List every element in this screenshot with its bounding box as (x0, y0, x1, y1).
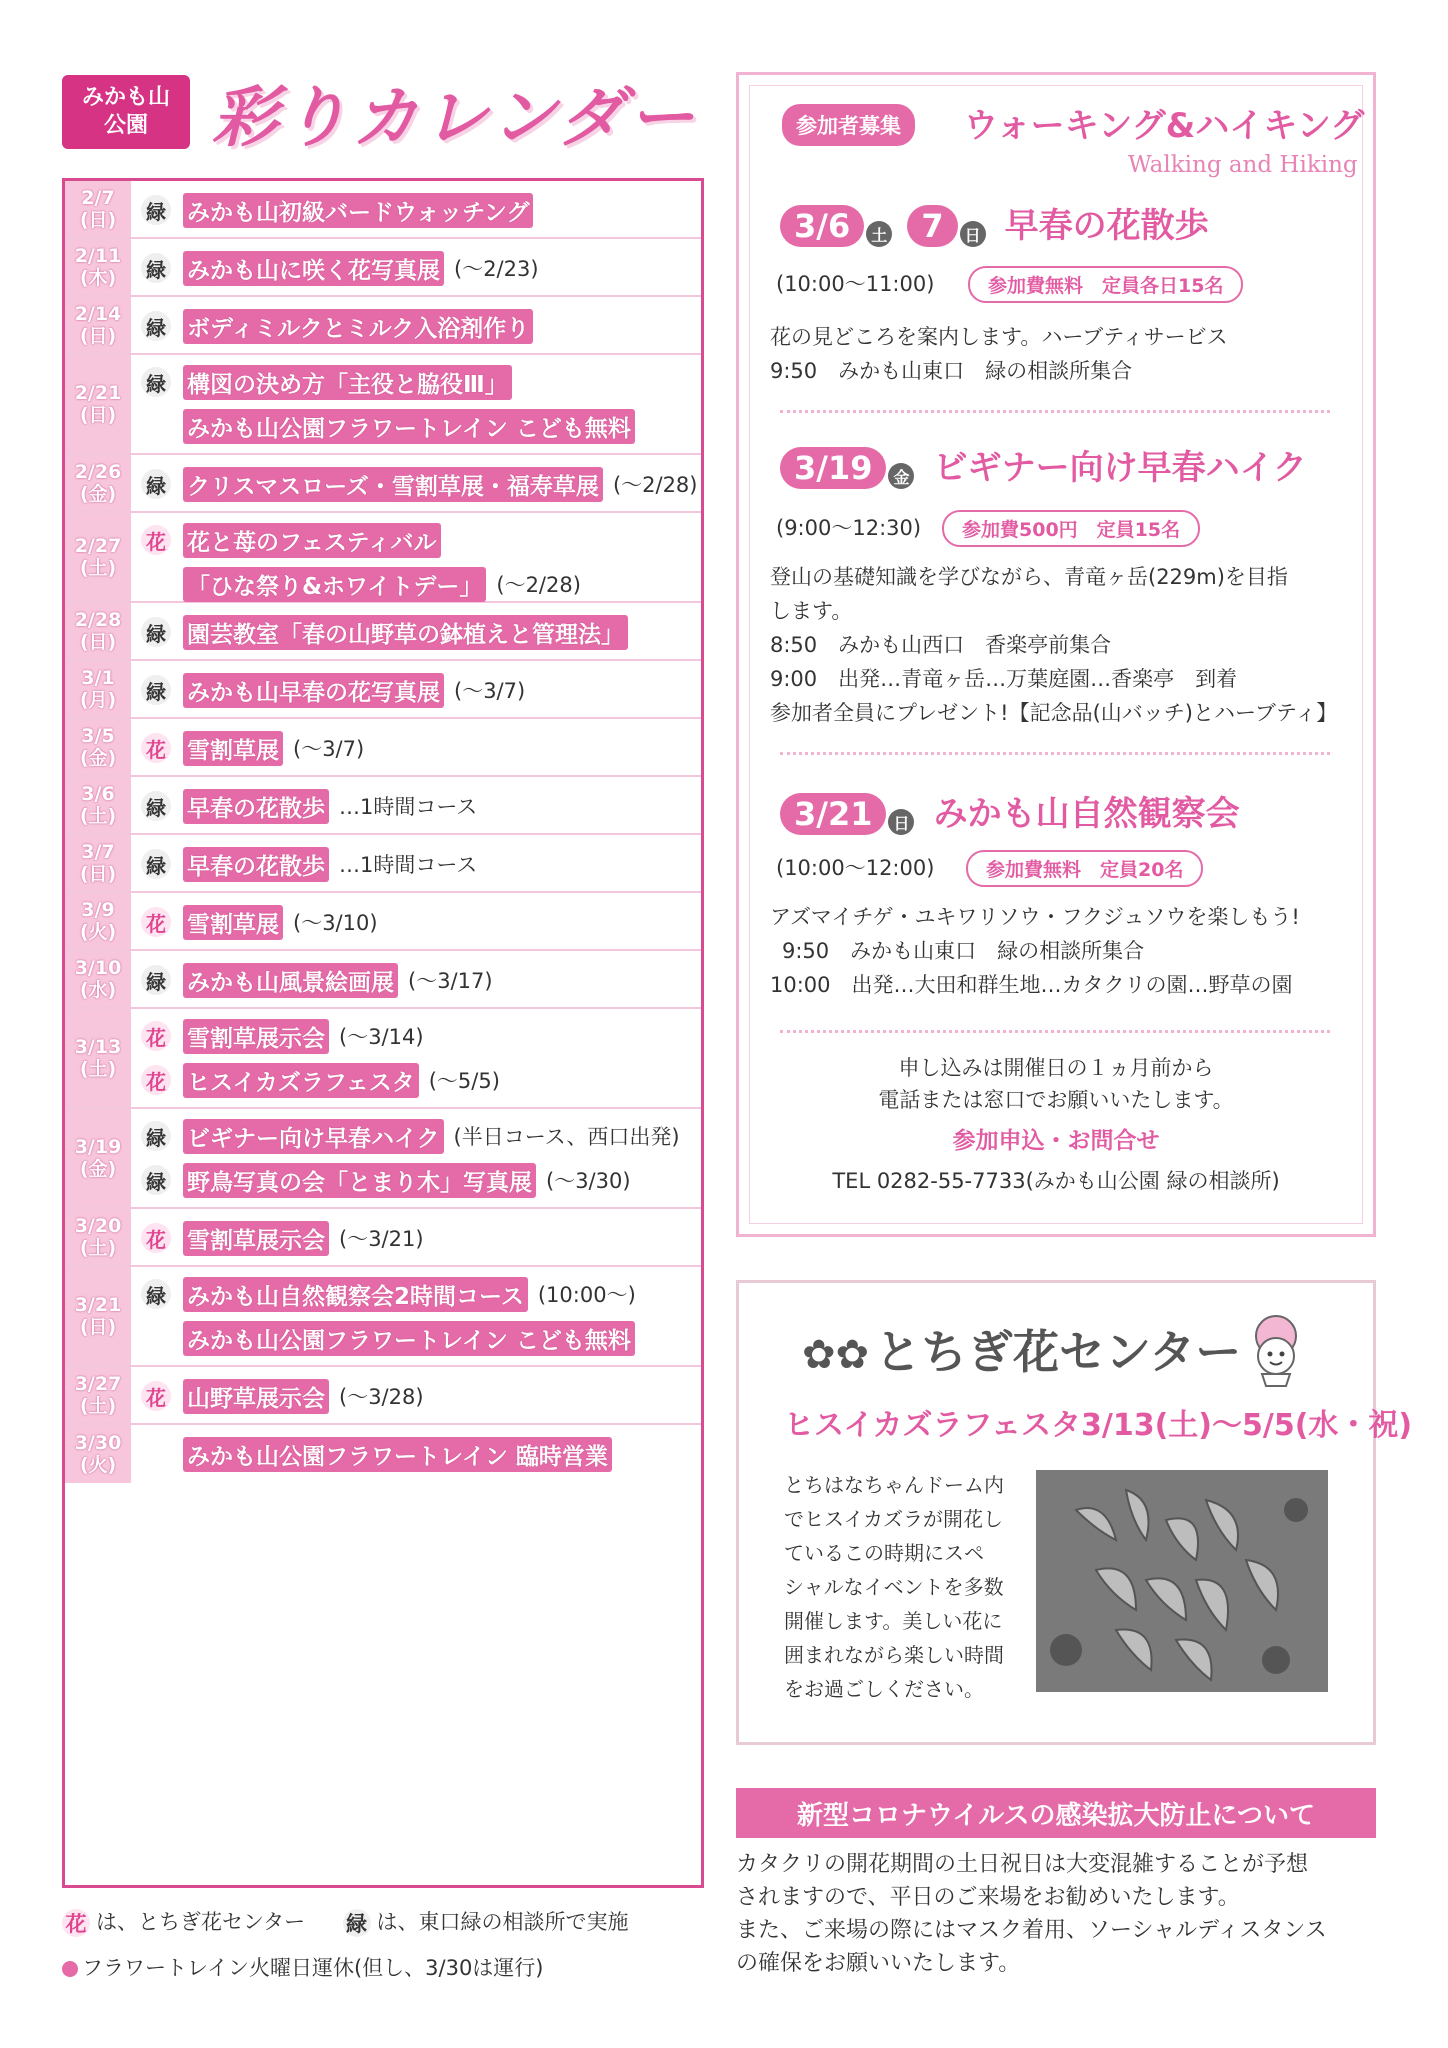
festa-line: シャルなイベントを多数 (784, 1575, 1004, 1599)
event3-fee: 参加費無料 定員20名 (966, 850, 1203, 887)
event-note: (〜3/30) (546, 1169, 631, 1193)
event1-date2: 7 (907, 205, 957, 247)
event-title: 園芸教室「春の山野草の鉢植えと管理法」 (183, 615, 628, 650)
date-cell (65, 355, 131, 453)
midori-mark: 緑 (141, 617, 171, 647)
walking-title: ウォーキング&ハイキング (964, 106, 1365, 146)
date: 3/20 (74, 1215, 122, 1237)
date-cell (65, 661, 131, 717)
date: 2/14 (74, 303, 122, 325)
train-note (62, 1952, 544, 1982)
event3-time: (10:00〜12:00) (776, 856, 935, 880)
event-title: ビギナー向け早春ハイク (183, 1119, 444, 1154)
date-cell (65, 239, 131, 295)
event2-desc (770, 560, 1337, 730)
corona-heading: 新型コロナウイルスの感染拡大防止について (736, 1788, 1376, 1838)
event-title: みかも山早春の花写真展 (183, 673, 444, 708)
event-title: みかも山公園フラワートレイン こども無料 (183, 409, 635, 444)
event-title: 構図の決め方「主役と脇役Ⅲ」 (183, 365, 512, 400)
event-title: みかも山風景絵画展 (183, 963, 398, 998)
date-cell (65, 1209, 131, 1265)
legend (62, 1906, 629, 1937)
event-item (141, 1371, 424, 1421)
hana-mark: 花 (141, 1381, 171, 1411)
event2-date: 3/19 (780, 447, 886, 489)
event-item (141, 301, 533, 351)
event2-dow: 金 (888, 463, 914, 489)
event-item (141, 1111, 680, 1161)
day-of-week: (火) (79, 921, 117, 943)
midori-mark: 緑 (141, 675, 171, 705)
date: 3/5 (81, 725, 115, 747)
event-title: 早春の花散歩 (183, 847, 329, 882)
date-cell (65, 513, 131, 601)
event1-header (780, 198, 1209, 247)
hana-mark: 花 (141, 525, 171, 555)
event2-line4: 9:00 出発…青竜ヶ岳…万葉庭園…香楽亭 到着 (770, 667, 1238, 691)
badge-line2: 公園 (103, 113, 148, 138)
event-note: (〜3/7) (293, 737, 365, 761)
event-item (141, 357, 512, 407)
mark-placeholder (141, 411, 171, 441)
event-note: …1時間コース (339, 853, 478, 877)
event-note: (10:00〜) (537, 1283, 636, 1307)
event-item (141, 665, 525, 715)
day-of-week: (日) (79, 209, 117, 231)
date-cell (65, 835, 131, 891)
date-cell (65, 1009, 131, 1107)
date: 2/26 (74, 461, 122, 483)
calendar-row (65, 513, 701, 603)
calendar-row (65, 719, 701, 777)
event-item (141, 955, 493, 1005)
festa-line: をお過ごしください。 (784, 1677, 984, 1701)
event3-header (780, 786, 1240, 835)
event2-line2: します。 (770, 599, 853, 623)
calendar-row (65, 1367, 701, 1425)
event-title: 野鳥写真の会「とまり木」写真展 (183, 1163, 536, 1198)
separator (780, 1030, 1330, 1033)
date: 3/21 (74, 1294, 122, 1316)
event-item (141, 781, 477, 831)
festa-line: とちはなちゃんドーム内 (784, 1473, 1004, 1497)
midori-mark: 緑 (141, 849, 171, 879)
event2-line3: 8:50 みかも山西口 香楽亭前集合 (770, 633, 1112, 657)
corona-line: また、ご来場の際にはマスク着用、ソーシャルディスタンス (736, 1918, 1327, 1943)
date: 3/6 (81, 783, 115, 805)
date-cell (65, 297, 131, 353)
calendar-row (65, 603, 701, 661)
event-title: 雪割草展 (183, 905, 283, 940)
event-title: 花と苺のフェスティバル (183, 523, 441, 558)
hana-legend-text: は、とちぎ花センター (96, 1910, 306, 1934)
date-cell (65, 1267, 131, 1365)
calendar-row (65, 455, 701, 513)
date: 3/1 (81, 667, 115, 689)
event1-line2: 9:50 みかも山東口 緑の相談所集合 (770, 359, 1133, 383)
event-note: (〜3/17) (408, 969, 493, 993)
event-note: (〜3/14) (339, 1025, 424, 1049)
event1-title: 早春の花散歩 (1004, 206, 1209, 246)
calendar-row (65, 777, 701, 835)
event-item (141, 1213, 424, 1263)
event2-line1: 登山の基礎知識を学びながら、青竜ヶ岳(229m)を目指 (770, 565, 1288, 589)
event-note: (〜2/28) (496, 573, 581, 597)
event3-line3: 10:00 出発…大田和群生地…カタクリの園…野草の園 (770, 973, 1293, 997)
midori-mark: 緑 (141, 1165, 171, 1195)
day-of-week: (金) (79, 747, 117, 769)
flower-icon: ✿✿ (802, 1332, 870, 1378)
event-item (141, 559, 581, 609)
jade-vine-photo (1036, 1470, 1328, 1692)
date: 2/21 (74, 382, 122, 404)
event-note: …1時間コース (339, 795, 478, 819)
date: 3/10 (74, 957, 122, 979)
mark-placeholder (141, 1439, 171, 1469)
train-note-text: フラワートレイン火曜日運休(但し、3/30は運行) (82, 1956, 544, 1980)
date: 2/11 (74, 245, 122, 267)
event-item (141, 1429, 612, 1479)
date-cell (65, 603, 131, 659)
date: 3/7 (81, 841, 115, 863)
event1-line1: 花の見どころを案内します。ハーブティサービス (770, 325, 1228, 349)
event3-line2: 9:50 みかも山東口 緑の相談所集合 (782, 939, 1145, 963)
day-of-week: (水) (79, 979, 117, 1001)
contact-heading: 参加申込・お問合せ (952, 1128, 1160, 1154)
calendar-row (65, 893, 701, 951)
park-badge (62, 75, 190, 149)
event-item (141, 897, 378, 947)
event-note: (〜3/21) (339, 1227, 424, 1251)
event2-line5: 参加者全員にプレゼント!【記念品(山バッチ)とハーブティ】 (770, 701, 1338, 725)
day-of-week: (土) (79, 1395, 117, 1417)
event-item (141, 607, 628, 657)
event-note: (半日コース、西口出発) (453, 1125, 680, 1149)
contact-line2: 電話または窓口でお願いいたします。 (878, 1088, 1234, 1112)
event-note: (〜3/28) (339, 1385, 424, 1409)
event1-dow2: 日 (960, 221, 986, 247)
hana-mark: 花 (141, 1065, 171, 1095)
badge-line1: みかも山 (81, 85, 170, 110)
flower-center-logo (802, 1316, 1241, 1382)
day-of-week: (日) (79, 1316, 117, 1338)
event-item (141, 459, 697, 509)
day-of-week: (木) (79, 267, 117, 289)
midori-mark: 緑 (141, 1279, 171, 1309)
hana-mark: 花 (62, 1909, 90, 1937)
event-title: クリスマスローズ・雪割草展・福寿草展 (183, 467, 603, 502)
event-title: ヒスイカズラフェスタ (183, 1063, 419, 1098)
calendar-row (65, 1009, 701, 1109)
calendar-row (65, 181, 701, 239)
midori-mark: 緑 (141, 367, 171, 397)
event3-dow: 日 (888, 809, 914, 835)
mark-placeholder (141, 569, 171, 599)
day-of-week: (土) (79, 557, 117, 579)
hana-mark: 花 (141, 733, 171, 763)
midori-mark: 緑 (141, 311, 171, 341)
festa-line: 囲まれながら楽しい時間 (784, 1643, 1004, 1667)
midori-mark: 緑 (343, 1909, 371, 1937)
hana-mark: 花 (141, 1223, 171, 1253)
event3-line1: アズマイチゲ・ユキワリソウ・フクジュソウを楽しもう! (770, 905, 1300, 929)
corona-line: カタクリの開花期間の土日祝日は大変混雑することが予想 (736, 1852, 1309, 1877)
festa-title: ヒスイカズラフェスタ3/13(土)〜5/5(水・祝) (784, 1408, 1413, 1443)
event1-dow1: 土 (866, 221, 892, 247)
event-item (141, 1155, 631, 1205)
calendar-row (65, 355, 701, 455)
event-calendar (62, 178, 704, 1888)
event2-time: (9:00〜12:30) (776, 516, 922, 540)
hana-mark: 花 (141, 1021, 171, 1051)
event3-date: 3/21 (780, 793, 886, 835)
event-title: みかも山公園フラワートレイン こども無料 (183, 1321, 635, 1356)
corona-line: の確保をお願いいたします。 (736, 1951, 1021, 1976)
contact-line1: 申し込みは開催日の１ヵ月前から (898, 1056, 1214, 1080)
midori-mark: 緑 (141, 195, 171, 225)
midori-mark: 緑 (141, 791, 171, 821)
mascot-icon (1240, 1312, 1312, 1388)
event-title: 「ひな祭り&ホワイトデー」 (183, 567, 486, 602)
contact-block (756, 1052, 1356, 1197)
midori-mark: 緑 (141, 469, 171, 499)
day-of-week: (火) (79, 1454, 117, 1476)
date-cell (65, 893, 131, 949)
calendar-row (65, 661, 701, 719)
recruit-tag: 参加者募集 (782, 104, 915, 146)
day-of-week: (金) (79, 1158, 117, 1180)
date: 3/30 (74, 1432, 122, 1454)
event-note: (〜2/28) (612, 473, 698, 497)
date-cell (65, 181, 131, 237)
page-title: 彩りカレンダー (212, 78, 698, 156)
date: 3/13 (74, 1036, 122, 1058)
festa-line: 開催します。美しい花に (784, 1609, 1003, 1633)
day-of-week: (土) (79, 1058, 117, 1080)
event-item (141, 515, 441, 565)
date-cell (65, 1425, 131, 1483)
event-item (141, 1269, 636, 1319)
event-title: 雪割草展示会 (183, 1221, 329, 1256)
event-title: みかも山に咲く花写真展 (183, 251, 444, 286)
event-title: ボディミルクとミルク入浴剤作り (183, 309, 533, 344)
event-item (141, 401, 635, 451)
separator (780, 410, 1330, 413)
calendar-row (65, 951, 701, 1009)
midori-mark: 緑 (141, 1121, 171, 1151)
day-of-week: (日) (79, 631, 117, 653)
date: 2/7 (81, 187, 115, 209)
mark-placeholder (141, 1323, 171, 1353)
day-of-week: (日) (79, 325, 117, 347)
calendar-row (65, 1267, 701, 1367)
date-cell (65, 951, 131, 1007)
flower-center-logo-text: とちぎ花センター (875, 1325, 1242, 1379)
event-item (141, 723, 364, 773)
event1-desc (770, 320, 1228, 388)
date-cell (65, 1367, 131, 1423)
date: 3/9 (81, 899, 115, 921)
event1-fee: 参加費無料 定員各日15名 (968, 266, 1243, 303)
date-cell (65, 719, 131, 775)
corona-line: されますので、平日のご来場をお勧めいたします。 (736, 1885, 1240, 1910)
date: 3/19 (74, 1136, 122, 1158)
contact-tel[interactable]: TEL 0282-55-7733(みかも山公園 緑の相談所) (832, 1169, 1280, 1193)
midori-legend-text: は、東口緑の相談所で実施 (376, 1910, 629, 1934)
festa-description (784, 1468, 1004, 1706)
date: 2/27 (74, 535, 122, 557)
event2-header (780, 440, 1307, 489)
event-title: 早春の花散歩 (183, 789, 329, 824)
event-title: みかも山初級バードウォッチング (183, 193, 533, 228)
event1-date1: 3/6 (780, 205, 864, 247)
day-of-week: (土) (79, 1237, 117, 1259)
event-item (141, 1313, 635, 1363)
calendar-row (65, 1425, 701, 1483)
calendar-row (65, 297, 701, 355)
event-title: 山野草展示会 (183, 1379, 329, 1414)
day-of-week: (日) (79, 404, 117, 426)
bullet-dot (62, 1961, 78, 1977)
event-note: (〜5/5) (428, 1069, 500, 1093)
calendar-row (65, 1209, 701, 1267)
day-of-week: (金) (79, 483, 117, 505)
event-title: みかも山自然観察会2時間コース (183, 1277, 528, 1312)
corona-text (736, 1848, 1376, 1980)
day-of-week: (土) (79, 805, 117, 827)
event-item (141, 243, 539, 293)
date-cell (65, 777, 131, 833)
midori-mark: 緑 (141, 965, 171, 995)
event3-title: みかも山自然観察会 (933, 794, 1240, 834)
festa-line: でヒスイカズラが開花し (784, 1507, 1003, 1531)
separator (780, 752, 1330, 755)
festa-line: ているこの時期にスペ (784, 1541, 984, 1565)
event3-desc (770, 900, 1300, 1002)
event1-time: (10:00〜11:00) (776, 272, 935, 296)
date: 3/27 (74, 1373, 122, 1395)
date: 2/28 (74, 609, 122, 631)
event-note: (〜3/10) (293, 911, 378, 935)
event2-title: ビギナー向け早春ハイク (933, 448, 1307, 488)
hana-mark: 花 (141, 907, 171, 937)
day-of-week: (日) (79, 863, 117, 885)
midori-mark: 緑 (141, 253, 171, 283)
event-title: 雪割草展示会 (183, 1019, 329, 1054)
event2-fee: 参加費500円 定員15名 (942, 510, 1200, 547)
day-of-week: (月) (79, 689, 117, 711)
event-item (141, 1055, 500, 1105)
calendar-row (65, 1109, 701, 1209)
event-title: みかも山公園フラワートレイン 臨時営業 (183, 1437, 612, 1472)
event-note: (〜3/7) (454, 679, 526, 703)
event-title: 雪割草展 (183, 731, 283, 766)
event-note: (〜2/23) (454, 257, 539, 281)
event-item (141, 839, 477, 889)
event-item (141, 185, 533, 235)
calendar-row (65, 239, 701, 297)
date-cell (65, 1109, 131, 1207)
date-cell (65, 455, 131, 511)
walking-subtitle: Walking and Hiking (1128, 152, 1358, 178)
calendar-row (65, 835, 701, 893)
event-item (141, 1011, 424, 1061)
